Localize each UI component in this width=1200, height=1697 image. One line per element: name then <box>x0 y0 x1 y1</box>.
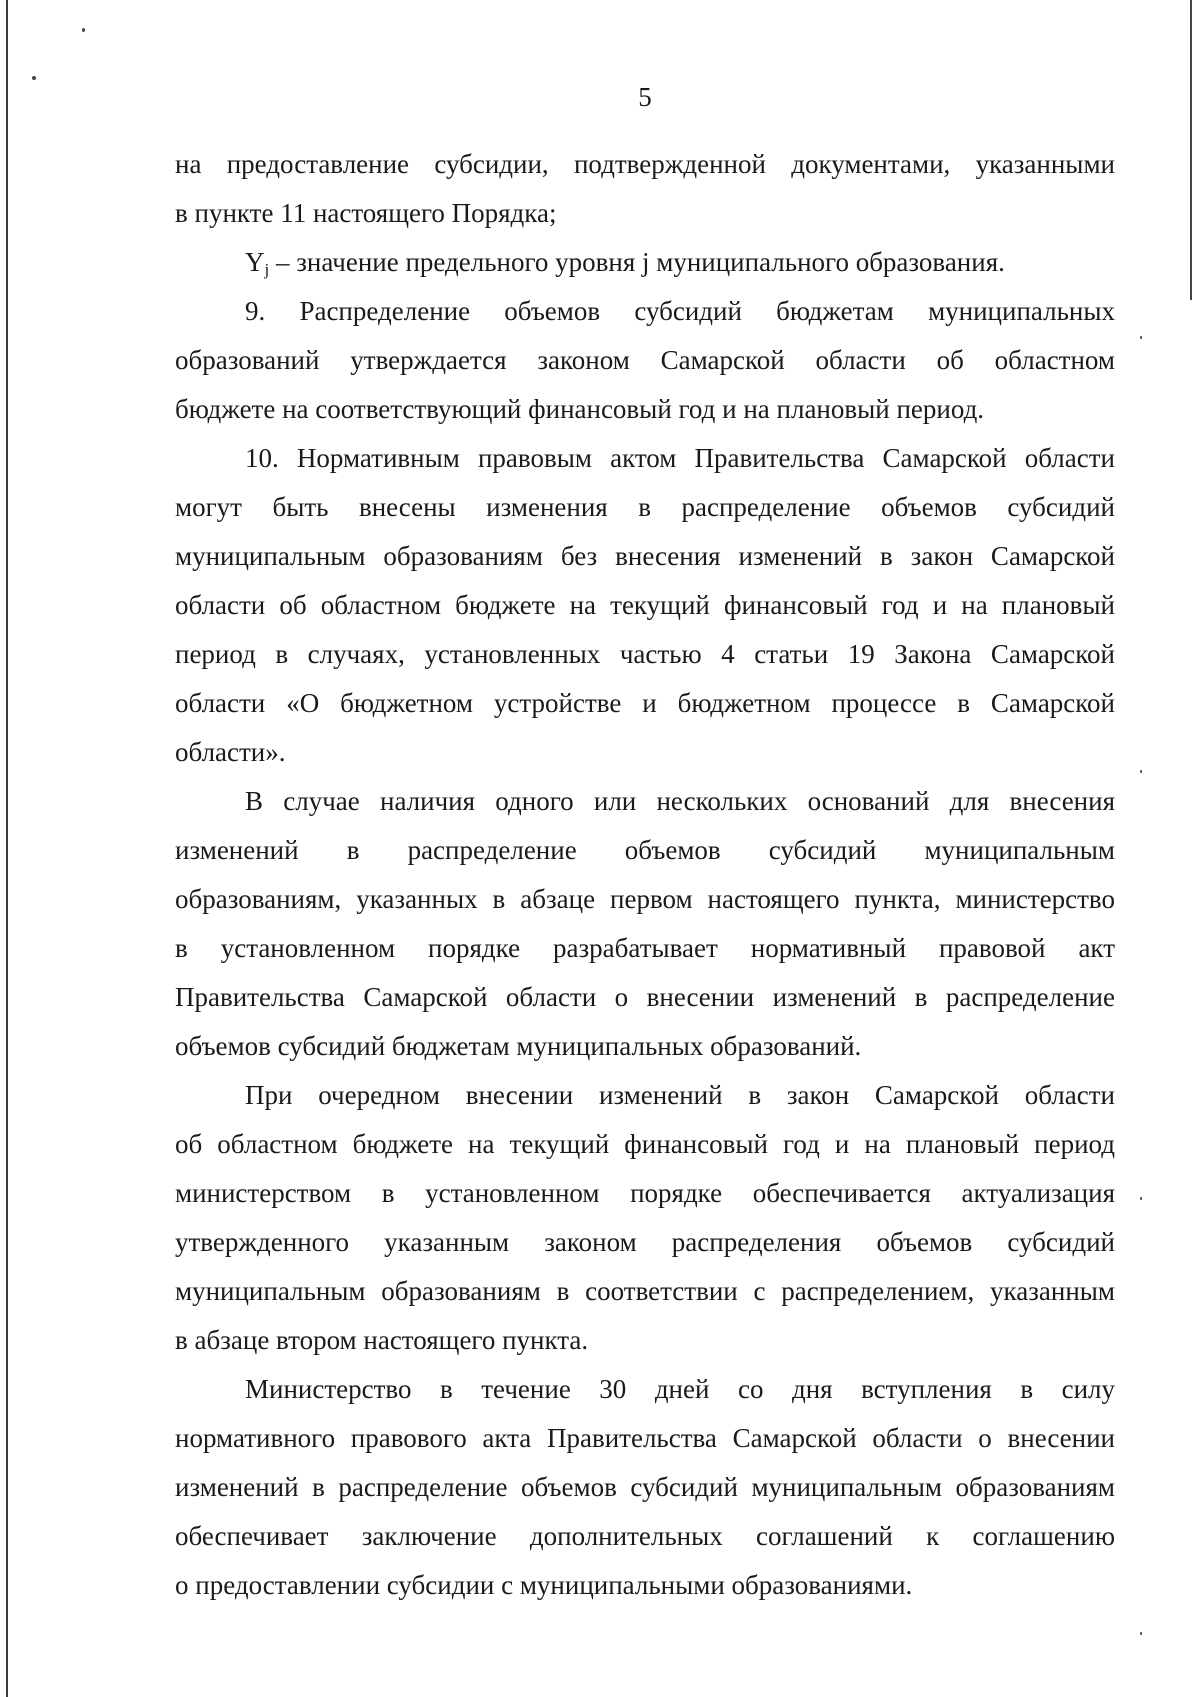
text-line: утвержденного указанным законом распределения объемов субсидий <box>175 1227 1115 1257</box>
paragraph <box>175 777 1115 1071</box>
text-line: обеспечивает заключение дополнительных соглашений к соглашению <box>175 1521 1115 1551</box>
text-line: бюджете на соответствующий финансовый год и на плановый период. <box>175 394 985 424</box>
text-line: 9. Распределение объемов субсидий бюджетам муниципальных <box>245 296 1115 326</box>
text-line: в пункте 11 настоящего Порядка; <box>175 198 557 228</box>
text-line: министерством в установленном порядке обеспечивается актуализация <box>175 1178 1115 1208</box>
text-line: о предоставлении субсидии с муниципальными образованиями. <box>175 1570 913 1600</box>
scan-speck <box>82 28 85 32</box>
text-line: период в случаях, установленных частью 4 статьи 19 Закона Самарской <box>175 639 1115 669</box>
paragraph <box>175 287 1115 434</box>
text-line: образований утверждается законом Самарской области об областном <box>175 345 1115 375</box>
scan-edge-left <box>6 0 8 1697</box>
text-line: образованиям, указанных в абзаце первом настоящего пункта, министерство <box>175 884 1115 914</box>
scan-speck <box>1140 1197 1142 1200</box>
text-line: При очередном внесении изменений в закон Самарской области <box>245 1080 1115 1110</box>
scan-speck <box>1140 770 1142 773</box>
text-line: области об областном бюджете на текущий финансовый год и на плановый <box>175 590 1115 620</box>
paragraph <box>175 238 1115 287</box>
text-line: об областном бюджете на текущий финансовый год и на плановый период <box>175 1129 1115 1159</box>
text-line: на предоставление субсидии, подтвержденной документами, указанными <box>175 149 1115 179</box>
text-line: Министерство в течение 30 дней со дня вступления в силу <box>245 1374 1115 1404</box>
text-line-content: – значение предельного уровня j муниципального образования. <box>275 247 1005 277</box>
text-line: 10. Нормативным правовым актом Правительства Самарской области <box>245 443 1115 473</box>
paragraph <box>175 1071 1115 1365</box>
text-line: в установленном порядке разрабатывает нормативный правовой акт <box>175 933 1115 963</box>
formula-subscript: j <box>264 260 270 279</box>
text-line: В случае наличия одного или нескольких оснований для внесения <box>245 786 1115 816</box>
document-body <box>175 140 1115 1610</box>
text-line: могут быть внесены изменения в распределение объемов субсидий <box>175 492 1115 522</box>
text-line: муниципальным образованиям в соответствии с распределением, указанным <box>175 1276 1115 1306</box>
paragraph <box>175 434 1115 777</box>
text-line: нормативного правового акта Правительства Самарской области о внесении <box>175 1423 1115 1453</box>
text-line: Правительства Самарской области о внесении изменений в распределение <box>175 982 1115 1012</box>
text-line: изменений в распределение объемов субсидий муниципальным образованиям <box>175 1472 1115 1502</box>
text-line: в абзаце втором настоящего пункта. <box>175 1325 589 1355</box>
text-line: области». <box>175 737 286 767</box>
scan-edge-right <box>1190 0 1192 300</box>
text-line: изменений в распределение объемов субсидий муниципальным <box>175 835 1115 865</box>
formula-symbol: Y <box>245 247 265 277</box>
text-line: муниципальным образованиям без внесения изменений в закон Самарской <box>175 541 1115 571</box>
scan-speck <box>1140 336 1142 339</box>
text-line: области «О бюджетном устройстве и бюджетном процессе в Самарской <box>175 688 1115 718</box>
paragraph <box>175 140 1115 238</box>
page-number: 5 <box>638 82 652 112</box>
paragraph <box>175 1365 1115 1610</box>
text-line <box>175 238 1115 287</box>
text-line: объемов субсидий бюджетам муниципальных образований. <box>175 1031 862 1061</box>
scan-speck <box>1140 1632 1142 1635</box>
